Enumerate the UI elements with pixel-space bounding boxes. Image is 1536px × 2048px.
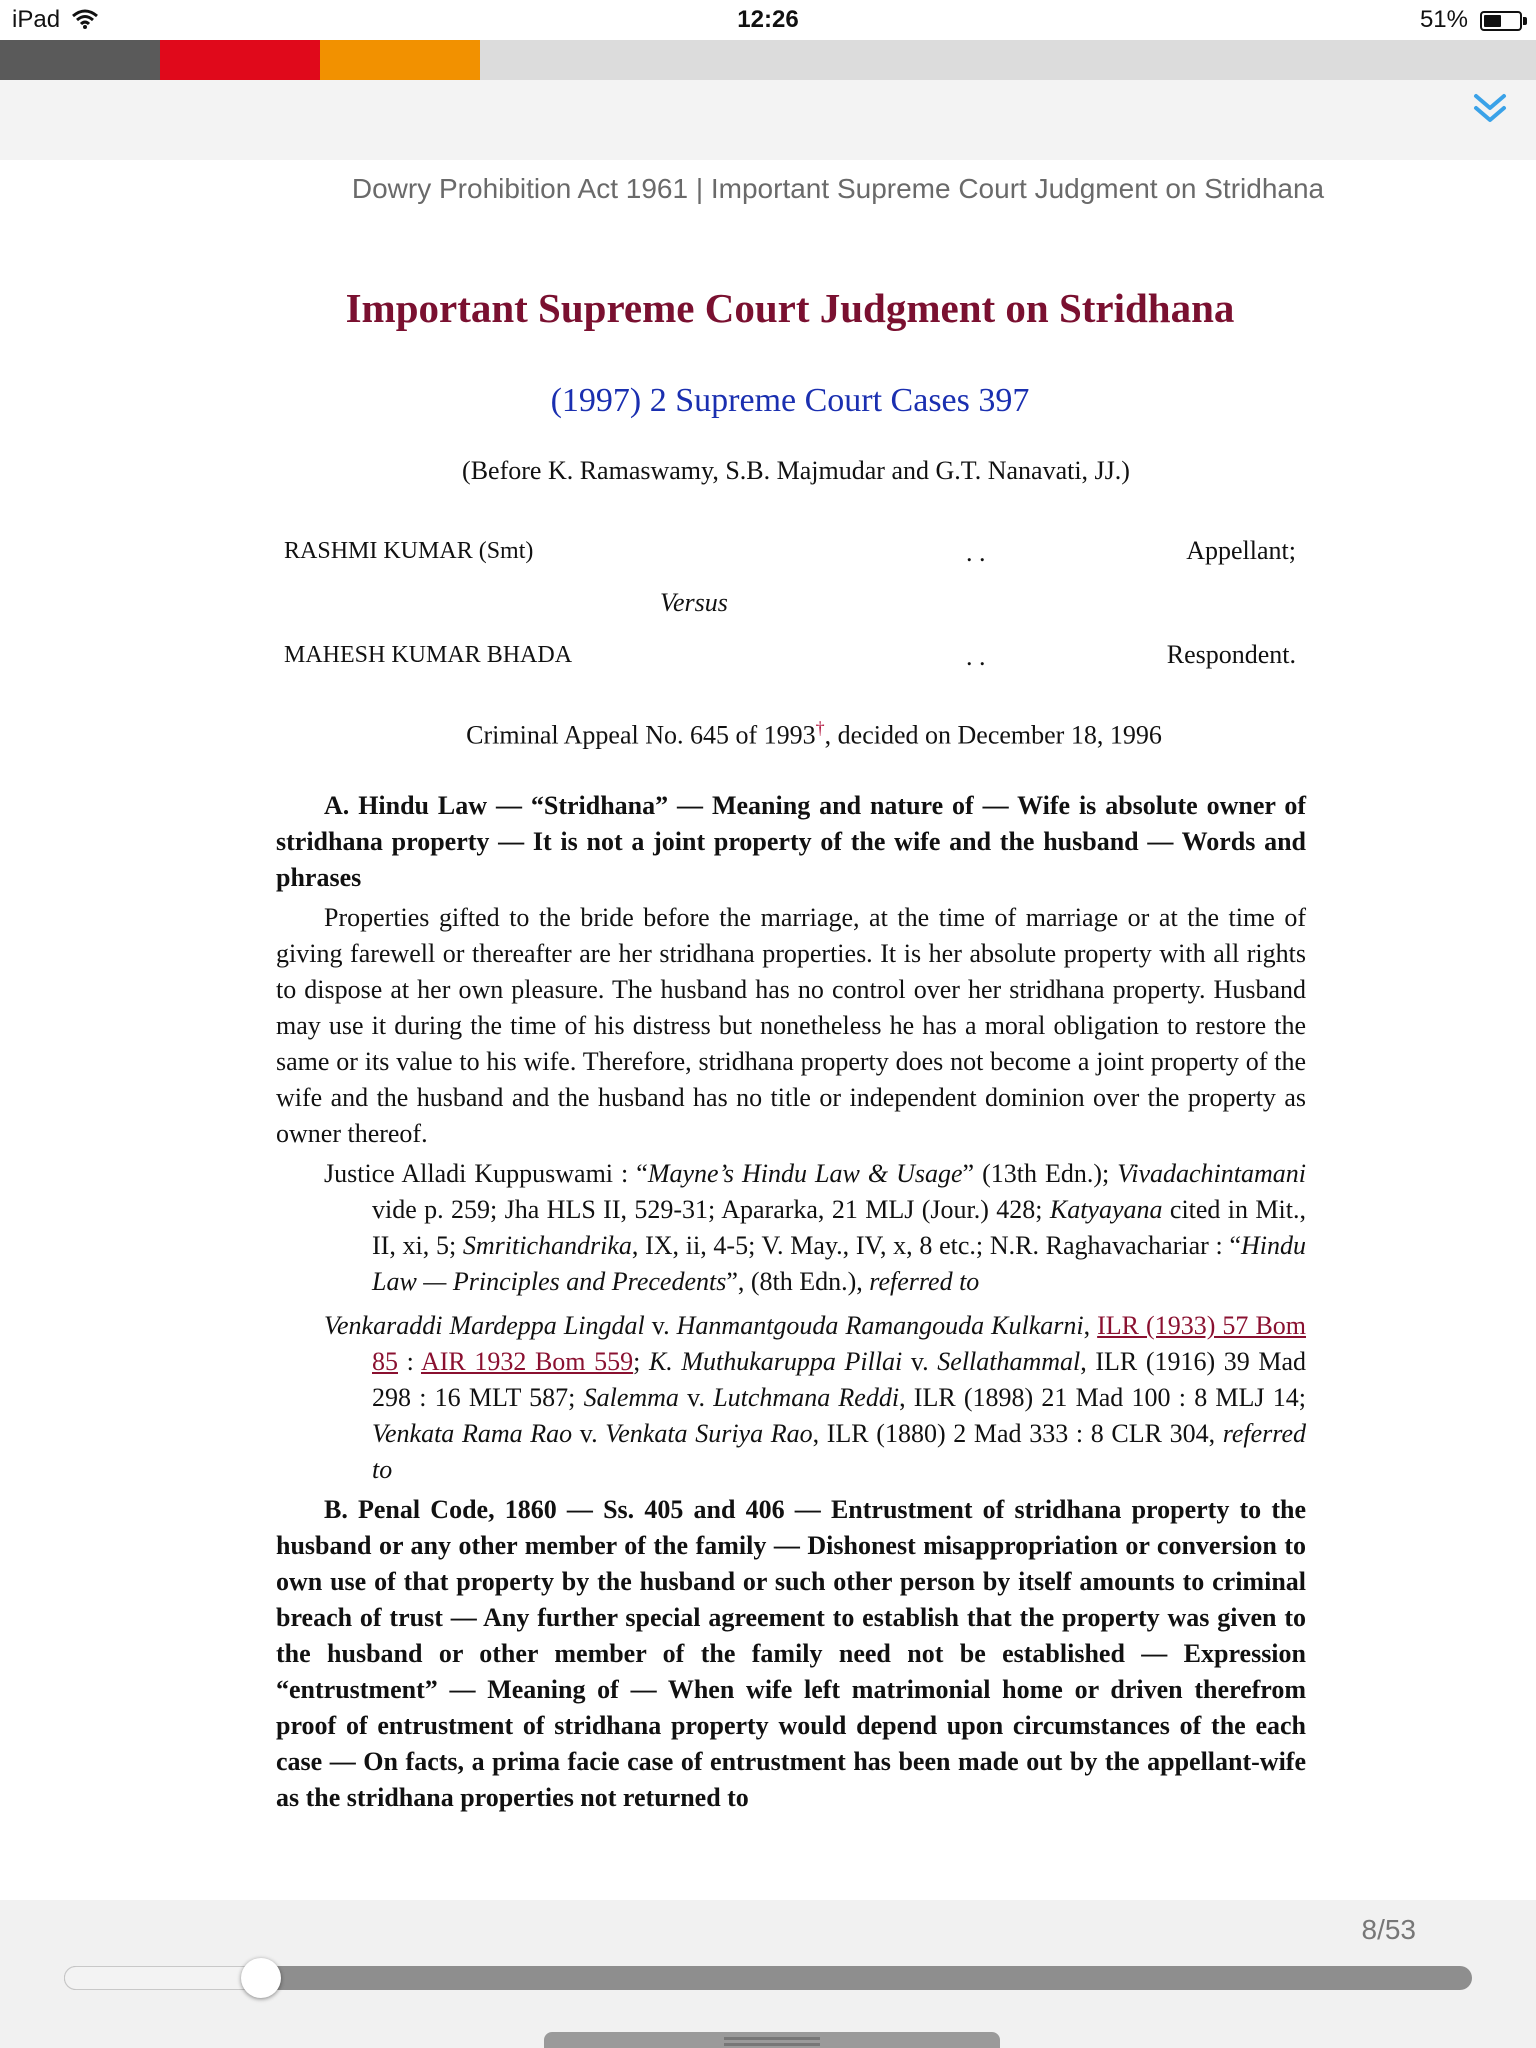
headnote-b-heading: B. Penal Code, 1860 — Ss. 405 and 406 — Entrustment of stridhana property to the husband or any other member of the family — Dishonest misappropriation or conversion to own use of that property by the husband or such other person by itself amounts to criminal breach of trust — Any further special agreement to establish that the property was given to the husband or other member of the family need not be established — Expression “entrustment” — Meaning of — When wife left matrimonial home or driven therefrom proof of entrustment of stridhana property would depend upon circumstances of the each case — On facts, a prima facie case of entrustment has been made out by the appellant-wife as the stridhana properties not returned to	[276, 1495, 1306, 1812]
clock: 12:26	[737, 6, 799, 33]
citation-link-ilr[interactable]: ILR (1933) 57 Bom 85	[372, 1311, 1307, 1376]
appellant-dots: . .	[966, 538, 986, 567]
slider-progress	[64, 1966, 261, 1990]
battery-percent: 51%	[1419, 6, 1468, 33]
color-strip	[0, 40, 1536, 80]
headnote-a-paragraph: Properties gifted to the bride before the marriage, at the time of marriage or at the time of giving farewell or thereafter are her stridhana properties. It is her absolute property with all rights to dispose at her own pleasure. The husband has no control over her stridhana property. Husband may use it during the time of his distress but nonetheless he has a moral obligation to restore the same or its value to his wife. Therefore, stridhana property does not become a joint property of the wife and the husband and the husband has no title or independent dominion over the property as owner thereof.	[276, 903, 1306, 1148]
citation-link-air[interactable]: AIR 1932 Bom 559	[420, 1347, 634, 1376]
appellant-name: RASHMI KUMAR (Smt)	[284, 538, 534, 564]
page-title: Important Supreme Court Judgment on Stridhana	[345, 285, 1235, 331]
battery-level	[1484, 15, 1501, 27]
status-bar	[0, 0, 1536, 40]
bottom-bar	[0, 1900, 1536, 2048]
references-2: Venkaraddi Mardeppa Lingdal v. Hanmantgouda Ramangouda Kulkarni, ILR (1933) 57 Bom 85 : AIR 1932 Bom 559; K. Muthukaruppa Pillai v. Sellathammal, ILR (1916) 39 Mad 298 : 16 MLT 587; Salemma v. Lutchmana Reddi, ILR (1898) 21 Mad 100 : 8 MLJ 14; Venkata Rama Rao v. Venkata Suriya Rao, ILR (1880) 2 Mad 333 : 8 CLR 304, referred to	[324, 1311, 1307, 1484]
strip-segment	[160, 40, 320, 80]
respondent-role: Respondent.	[1166, 640, 1296, 669]
headnote-a-heading: A. Hindu Law — “Stridhana” — Meaning and nature of — Wife is absolute owner of stridhana property — It is not a joint property of the wife and the husband — Words and phrases	[276, 791, 1306, 892]
strip-segment	[320, 40, 480, 80]
respondent-name: MAHESH KUMAR BHADA	[284, 642, 573, 668]
document-page	[0, 160, 1536, 1900]
case-citation: (1997) 2 Supreme Court Cases 397	[550, 382, 1030, 419]
page-indicator: 8/53	[1361, 1914, 1416, 1945]
chevron-double-down-icon[interactable]	[1470, 90, 1510, 130]
bench-line: (Before K. Ramaswamy, S.B. Majmudar and G.T. Nanavati, JJ.)	[462, 456, 1130, 485]
device-name: iPad	[12, 6, 61, 33]
respondent-dots: . .	[966, 642, 986, 671]
appeal-date: , decided on December 18, 1996	[824, 720, 1162, 750]
headnote-a	[276, 788, 1306, 1816]
dagger-footnote[interactable]: †	[815, 718, 825, 738]
appeal-line	[0, 718, 1536, 751]
battery-icon	[1480, 11, 1522, 31]
slider-thumb[interactable]	[241, 1958, 281, 1998]
versus-label: Versus	[660, 588, 728, 617]
top-toolbar	[0, 80, 1536, 160]
battery-tip	[1523, 17, 1527, 25]
appellant-role: Appellant;	[1186, 536, 1296, 565]
page-slider[interactable]	[64, 1966, 1472, 1990]
references-1: Justice Alladi Kuppuswami : “Mayne’s Hindu Law & Usage” (13th Edn.); Vivadachintamani vide p. 259; Jha HLS II, 529-31; Apararka, 21 MLJ (Jour.) 428; Katyayana cited in Mit., II, xi, 5; Smritichandrika, IX, ii, 4-5; V. May., IV, x, 8 etc.; N.R. Raghavachariar : “Hindu Law — Principles and Precedents”, (8th Edn.), referred to	[324, 1159, 1306, 1296]
running-head: Dowry Prohibition Act 1961 | Important Supreme Court Judgment on Stridhana	[351, 173, 1325, 204]
strip-segment	[0, 40, 160, 80]
appeal-number: Criminal Appeal No. 645 of 1993	[466, 720, 816, 750]
drawer-handle[interactable]	[544, 2032, 1000, 2048]
